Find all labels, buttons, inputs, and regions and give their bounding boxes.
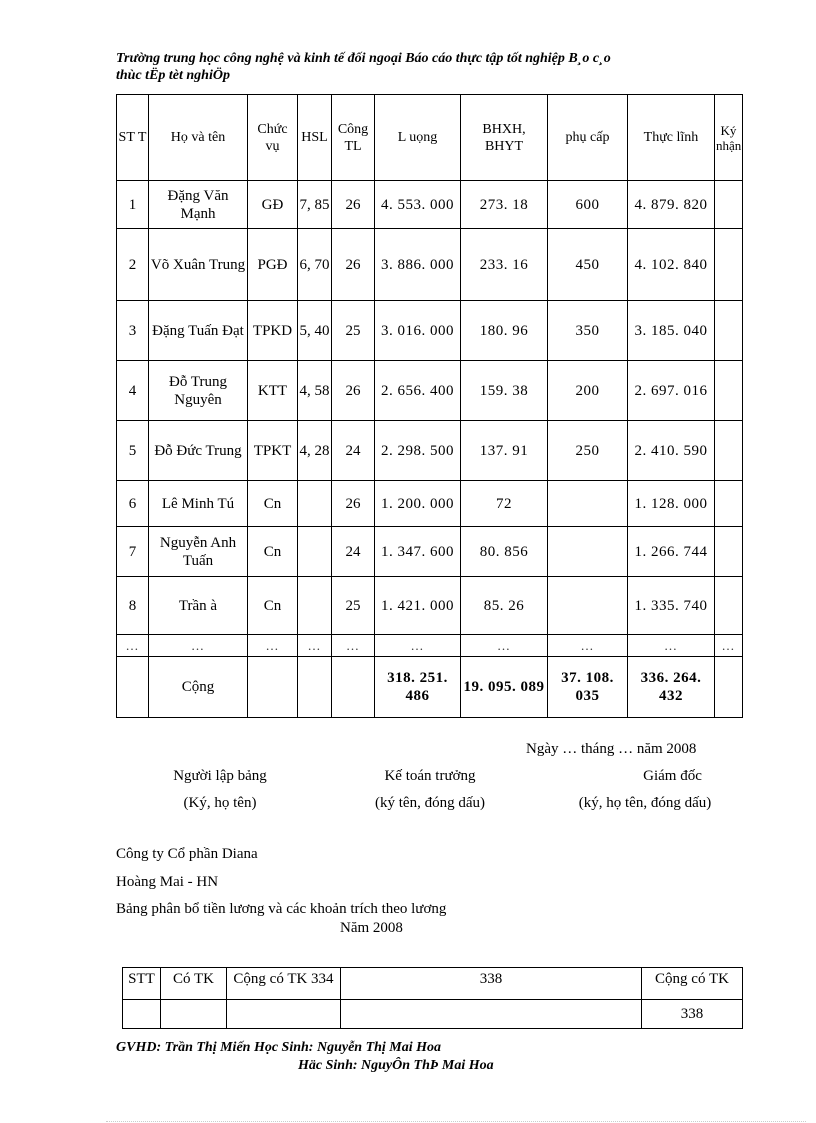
table-row [117, 421, 743, 481]
cell-luong: 2. 656. 400 [375, 361, 461, 421]
cell-bhxh: 180. 96 [461, 301, 548, 361]
table-row [117, 361, 743, 421]
table-row [117, 481, 743, 527]
cell-bhxh: 273. 18 [461, 181, 548, 229]
col-header-hsl: HSL [298, 95, 332, 181]
cell-bhxh: 85. 26 [461, 577, 548, 635]
ellipsis-cell: … [715, 635, 743, 657]
cell-luong: 2. 298. 500 [375, 421, 461, 481]
cell-thuclinh: 1. 128. 000 [628, 481, 715, 527]
company-address: Hoàng Mai - HN [116, 874, 219, 890]
cell-thuclinh: 4. 102. 840 [628, 229, 715, 301]
ellipsis-cell: … [298, 635, 332, 657]
cell-name: Nguyễn Anh Tuấn [149, 527, 248, 577]
cell-phucap [548, 577, 628, 635]
cell-role: KTT [248, 361, 298, 421]
cell-stt: 3 [117, 301, 149, 361]
alloc-header-co-tk: Có TK [161, 968, 227, 1000]
alloc-header-cong-334: Cộng có TK 334 [227, 968, 341, 1000]
alloc-header-stt: STT [123, 968, 161, 1000]
alloc-cell [161, 1000, 227, 1029]
cell-hsl [298, 481, 332, 527]
cell-stt: 2 [117, 229, 149, 301]
allocation-header-row [123, 968, 743, 1000]
col-header-cong: Công TL [332, 95, 375, 181]
ellipsis-cell: … [628, 635, 715, 657]
allocation-table [122, 967, 743, 1029]
cell-phucap: 600 [548, 181, 628, 229]
cell-cong: 26 [332, 361, 375, 421]
header-line-1: Trường trung học công nghệ và kinh tế đối ngoại Báo cáo thực tập tốt nghiệp B¸o c¸o [116, 51, 611, 66]
cell-ky [715, 481, 743, 527]
total-ky [715, 657, 743, 718]
page-header [116, 50, 736, 84]
cell-role: Cn [248, 577, 298, 635]
alloc-cell [227, 1000, 341, 1029]
cell-hsl [298, 527, 332, 577]
date-line: Ngày … tháng … năm 2008 [526, 741, 697, 757]
footer-line-1: GVHD: Trần Thị Miến Học Sinh: Nguyễn Thị Mai Hoa [116, 1040, 442, 1055]
cell-stt: 6 [117, 481, 149, 527]
cell-thuclinh: 1. 266. 744 [628, 527, 715, 577]
ellipsis-cell: … [461, 635, 548, 657]
col-header-stt: ST T [117, 95, 149, 181]
alloc-header-cong-co: Cộng có TK [642, 968, 743, 1000]
cell-role: Cn [248, 481, 298, 527]
cell-bhxh: 233. 16 [461, 229, 548, 301]
cell-name: Đỗ Đức Trung [149, 421, 248, 481]
cell-hsl: 5, 40 [298, 301, 332, 361]
alloc-header-338: 338 [341, 968, 642, 1000]
cell-thuclinh: 3. 185. 040 [628, 301, 715, 361]
total-hsl [298, 657, 332, 718]
cell-name: Đỗ Trung Nguyên [149, 361, 248, 421]
col-header-name: Họ và tên [149, 95, 248, 181]
cell-cong: 26 [332, 481, 375, 527]
cell-phucap [548, 527, 628, 577]
cell-cong: 25 [332, 577, 375, 635]
table-row [117, 181, 743, 229]
alloc-cell-338: 338 [642, 1000, 743, 1029]
cell-ky [715, 527, 743, 577]
cell-thuclinh: 4. 879. 820 [628, 181, 715, 229]
total-thuclinh: 336. 264. 432 [628, 657, 715, 718]
cell-phucap [548, 481, 628, 527]
table-row [117, 301, 743, 361]
signature-title: Người lập bảng [173, 768, 267, 784]
cell-stt: 4 [117, 361, 149, 421]
col-header-ky: Ký nhận [715, 95, 743, 181]
cell-role: Cn [248, 527, 298, 577]
signature-note: (Ký, họ tên) [183, 795, 257, 811]
col-header-phucap: phụ cấp [548, 95, 628, 181]
cell-stt: 8 [117, 577, 149, 635]
total-luong: 318. 251. 486 [375, 657, 461, 718]
cell-stt: 5 [117, 421, 149, 481]
cell-hsl [298, 577, 332, 635]
cell-name: Đặng Văn Mạnh [149, 181, 248, 229]
total-role [248, 657, 298, 718]
cell-role: GĐ [248, 181, 298, 229]
cell-name: Đặng Tuấn Đạt [149, 301, 248, 361]
cell-stt: 7 [117, 527, 149, 577]
total-phucap: 37. 108. 035 [548, 657, 628, 718]
cell-phucap: 200 [548, 361, 628, 421]
cell-cong: 26 [332, 181, 375, 229]
cell-role: TPKD [248, 301, 298, 361]
cell-name: Trần à [149, 577, 248, 635]
col-header-thuclinh: Thực lĩnh [628, 95, 715, 181]
total-cong [332, 657, 375, 718]
table-row [117, 229, 743, 301]
cell-ky [715, 577, 743, 635]
signature-title: Giám đốc [643, 768, 702, 784]
cell-bhxh: 72 [461, 481, 548, 527]
total-label: Cộng [149, 657, 248, 718]
col-header-role: Chức vụ [248, 95, 298, 181]
col-header-bhxh: BHXH, BHYT [461, 95, 548, 181]
cell-hsl: 7, 85 [298, 181, 332, 229]
cell-ky [715, 301, 743, 361]
signature-director [530, 768, 760, 812]
cell-luong: 4. 553. 000 [375, 181, 461, 229]
header-line-2: thùc tËp tèt nghiÖp [116, 68, 230, 83]
cell-phucap: 450 [548, 229, 628, 301]
cell-thuclinh: 2. 697. 016 [628, 361, 715, 421]
cell-luong: 1. 200. 000 [375, 481, 461, 527]
ellipsis-cell: … [149, 635, 248, 657]
cell-hsl: 4, 58 [298, 361, 332, 421]
cell-role: PGĐ [248, 229, 298, 301]
cell-cong: 24 [332, 421, 375, 481]
col-header-luong: L uọng [375, 95, 461, 181]
company-name: Công ty Cổ phần Diana [116, 846, 258, 862]
signature-preparer [150, 768, 290, 812]
alloc-cell [123, 1000, 161, 1029]
alloc-cell [341, 1000, 642, 1029]
cell-luong: 3. 886. 000 [375, 229, 461, 301]
footer-line-2: Häc Sinh: NguyÔn ThÞ Mai Hoa [298, 1058, 494, 1073]
ellipsis-cell: … [332, 635, 375, 657]
cell-ky [715, 421, 743, 481]
cell-luong: 1. 347. 600 [375, 527, 461, 577]
report-year: Năm 2008 [340, 920, 403, 936]
signature-note: (ký tên, đóng dấu) [375, 795, 485, 811]
cell-luong: 3. 016. 000 [375, 301, 461, 361]
signature-note: (ký, họ tên, đóng dấu) [578, 795, 712, 811]
cell-name: Võ Xuân Trung [149, 229, 248, 301]
ellipsis-cell: … [548, 635, 628, 657]
ellipsis-cell: … [117, 635, 149, 657]
signature-chief-accountant [325, 768, 535, 812]
cell-cong: 26 [332, 229, 375, 301]
cell-phucap: 350 [548, 301, 628, 361]
cell-phucap: 250 [548, 421, 628, 481]
cell-bhxh: 137. 91 [461, 421, 548, 481]
cell-ky [715, 361, 743, 421]
total-row [117, 657, 743, 718]
allocation-subheader-row [123, 1000, 743, 1029]
cell-hsl: 4, 28 [298, 421, 332, 481]
cell-bhxh: 80. 856 [461, 527, 548, 577]
cell-thuclinh: 1. 335. 740 [628, 577, 715, 635]
table-row [117, 527, 743, 577]
report-title: Bảng phân bổ tiền lương và các khoản trích theo lương [116, 901, 447, 917]
cell-luong: 1. 421. 000 [375, 577, 461, 635]
ellipsis-row [117, 635, 743, 657]
ellipsis-cell: … [375, 635, 461, 657]
cell-thuclinh: 2. 410. 590 [628, 421, 715, 481]
cell-bhxh: 159. 38 [461, 361, 548, 421]
page-bottom-rule [106, 1121, 806, 1122]
signature-title: Kế toán trưởng [384, 768, 476, 784]
cell-name: Lê Minh Tú [149, 481, 248, 527]
cell-ky [715, 181, 743, 229]
table-row [117, 577, 743, 635]
table-header-row [117, 95, 743, 181]
ellipsis-cell: … [248, 635, 298, 657]
total-stt [117, 657, 149, 718]
total-bhxh: 19. 095. 089 [461, 657, 548, 718]
cell-hsl: 6, 70 [298, 229, 332, 301]
cell-role: TPKT [248, 421, 298, 481]
cell-cong: 25 [332, 301, 375, 361]
salary-table [116, 94, 743, 718]
cell-cong: 24 [332, 527, 375, 577]
cell-ky [715, 229, 743, 301]
cell-stt: 1 [117, 181, 149, 229]
